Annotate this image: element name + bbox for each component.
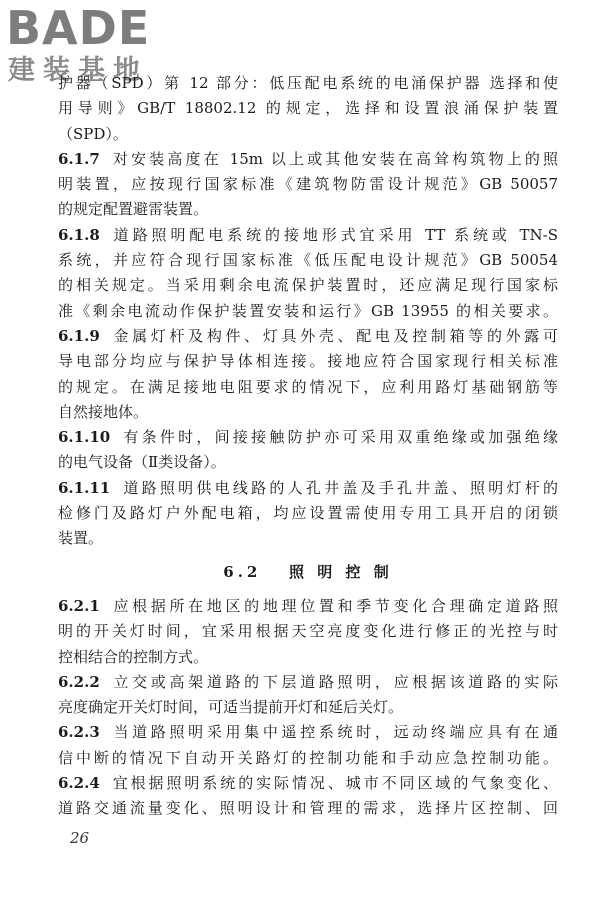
document-body xyxy=(58,71,558,822)
line-text: 的规定配置避雷装置。 xyxy=(58,200,209,219)
line-text: 道路交通流量变化、照明设计和管理的需求，选择片区控制、回 xyxy=(58,799,558,818)
line-text: 金属灯杆及构件、灯具外壳、配电及控制箱等的外露可 xyxy=(109,326,558,345)
clause-number: 6.2.3 xyxy=(58,723,100,742)
text-line xyxy=(58,619,558,644)
line-text: 立交或高架道路的下层道路照明，应根据该道路的实际 xyxy=(109,672,558,691)
text-line xyxy=(58,349,558,374)
text-line xyxy=(58,771,558,796)
text-line xyxy=(58,450,558,475)
line-text: 亮度确定开关灯时间，可适当提前开灯和延后关灯。 xyxy=(58,698,404,717)
text-line xyxy=(58,324,558,349)
text-line xyxy=(58,96,558,121)
text-line xyxy=(58,476,558,501)
line-text: 应根据所在地区的地理位置和季节变化合理确定道路照 xyxy=(109,596,558,615)
line-text: 自然接地体。 xyxy=(58,402,149,421)
clause-number: 6.1.8 xyxy=(58,225,100,244)
line-text: 的电气设备（Ⅱ类设备）。 xyxy=(58,453,226,472)
clause-number: 6.2.4 xyxy=(58,774,100,793)
text-line xyxy=(58,197,558,222)
section-6-2-clauses xyxy=(58,594,558,822)
page-number: 26 xyxy=(70,829,90,847)
section-heading xyxy=(58,560,558,585)
line-text: 准《剩余电流动作保护装置安装和运行》GB 13955 的相关要求。 xyxy=(58,301,558,320)
line-text: 导电部分均应与保护导体相连接。接地应符合国家现行相关标准 xyxy=(58,352,558,371)
text-line xyxy=(58,147,558,172)
line-text: 明装置，应按现行国家标准《建筑物防雷设计规范》GB 50057 xyxy=(58,175,558,194)
text-line xyxy=(58,172,558,197)
logo-subtitle: 建装基地 xyxy=(8,55,148,86)
text-line xyxy=(58,223,558,248)
text-line xyxy=(58,645,558,670)
line-text: 装置。 xyxy=(58,529,104,548)
text-line xyxy=(58,375,558,400)
clause-number: 6.1.9 xyxy=(58,326,100,345)
line-text: 道路照明配电系统的接地形式宜采用 TT 系统或 TN-S xyxy=(109,225,558,244)
line-text: 道路照明供电线路的人孔井盖及手孔井盖、照明灯杆的 xyxy=(120,478,558,497)
text-line xyxy=(58,526,558,551)
text-line xyxy=(58,299,558,324)
clause-number: 6.1.10 xyxy=(58,428,111,447)
line-text: 护器（SPD）第 12 部分：低压配电系统的电涌保护器 选择和使 xyxy=(58,74,558,92)
line-text: 明的开关灯时间，宜采用根据天空亮度变化进行修正的光控与时 xyxy=(58,622,558,641)
text-line xyxy=(58,425,558,450)
logo-brand: BADE xyxy=(6,1,151,55)
line-text: 的规定。在满足接地电阻要求的情况下，应利用路灯基础钢筋等 xyxy=(58,377,558,396)
text-line xyxy=(58,273,558,298)
text-line xyxy=(58,248,558,273)
section-title: 照 明 控 制 xyxy=(289,562,393,581)
text-line xyxy=(58,720,558,745)
line-text: 控相结合的控制方式。 xyxy=(58,647,209,666)
line-text: 的相关规定。当采用剩余电流保护装置时，还应满足现行国家标 xyxy=(58,276,558,295)
line-text: 系统，并应符合现行国家标准《低压配电设计规范》GB 50054 xyxy=(58,251,558,270)
clause-number: 6.1.11 xyxy=(58,478,111,497)
line-text: 信中断的情况下自动开关路灯的控制功能和手动应急控制功能。 xyxy=(58,748,558,767)
text-line xyxy=(58,501,558,526)
text-line xyxy=(58,594,558,619)
clause-number: 6.2.1 xyxy=(58,596,100,615)
line-text: 当道路照明采用集中遥控系统时，远动终端应具有在通 xyxy=(109,723,558,742)
line-text: 检修门及路灯户外配电箱，均应设置需使用专用工具开启的闭锁 xyxy=(58,504,558,523)
text-line xyxy=(58,71,558,96)
line-text: 对安装高度在 15m 以上或其他安装在高耸构筑物上的照 xyxy=(109,149,558,168)
clause-number: 6.1.7 xyxy=(58,149,100,168)
line-text: （SPD）。 xyxy=(58,124,128,143)
line-text: 有条件时，间接接触防护亦可采用双重绝缘或加强绝缘 xyxy=(120,428,558,447)
section-number: 6.2 xyxy=(223,562,262,581)
text-line xyxy=(58,400,558,425)
text-line xyxy=(58,746,558,771)
text-line xyxy=(58,796,558,821)
line-text: 用导则》GB/T 18802.12 的规定，选择和设置浪涌保护装置 xyxy=(58,99,558,118)
text-line xyxy=(58,122,558,147)
line-text: 宜根据照明系统的实际情况、城市不同区域的气象变化、 xyxy=(109,774,558,793)
section-6-1-clauses xyxy=(58,71,558,552)
text-line xyxy=(58,670,558,695)
clause-number: 6.2.2 xyxy=(58,672,100,691)
text-line xyxy=(58,695,558,720)
